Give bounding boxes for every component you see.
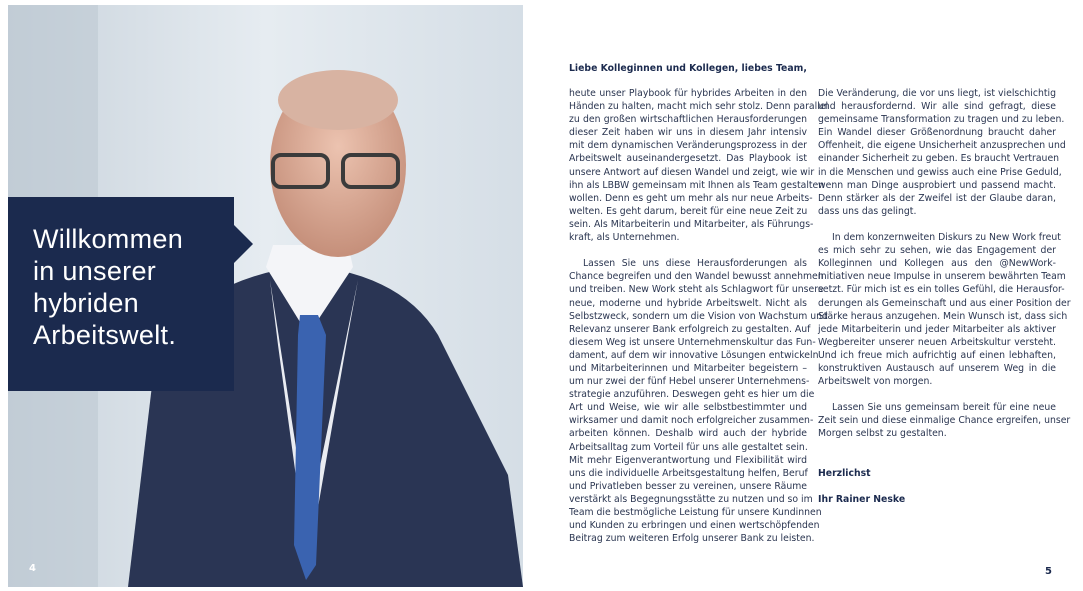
text-line: Relevanz unserer Bank erfolgreich zu gestalten. Auf	[569, 323, 811, 335]
text-line: konstruktiven Austausch auf unserem Weg in die	[818, 362, 1056, 374]
text-line: neue, moderne und hybride Arbeitswelt. Nicht als	[569, 297, 807, 309]
text-line: jede Mitarbeiterin und jeder Mitarbeiter als aktiver	[818, 323, 1056, 335]
paragraph	[569, 87, 829, 244]
text-line: Stärke heraus anzugehen. Mein Wunsch ist, dass sich	[818, 310, 1068, 322]
page-number-left: 4	[29, 563, 36, 574]
letter-column-2	[818, 87, 1071, 519]
text-line: in die Menschen und gewiss auch eine Prise Geduld,	[818, 166, 1062, 178]
text-line: Und ich freue mich aufrichtig auf einen lebhaften,	[818, 349, 1056, 361]
text-line: welten. Es geht darum, bereit für eine neue Zeit zu	[569, 205, 808, 217]
text-line: Team die bestmögliche Leistung für unsere Kundinnen	[569, 507, 822, 518]
letter-signature: Ihr Rainer Neske	[818, 493, 906, 505]
text-line: Die Veränderung, die vor uns liegt, ist vielschichtig	[818, 88, 1056, 99]
text-line: heute unser Playbook für hybrides Arbeiten in den	[569, 88, 807, 99]
text-line: arbeiten können. Deshalb wird auch der hybride	[569, 428, 807, 440]
headline-line: Willkommen	[33, 224, 184, 254]
text-line: Kolleginnen und Kollegen aus den @NewWork-	[818, 258, 1056, 270]
text-line: dament, auf dem wir innovative Lösungen entwickeln	[569, 349, 819, 361]
text-line: Offenheit, die eigene Unsicherheit anzusprechen und	[818, 140, 1066, 152]
text-line: Zeit sein und diese einmalige Chance ergreifen, unser	[818, 415, 1071, 427]
text-line: Mit mehr Eigenverantwortung und Flexibilität wird	[569, 454, 807, 466]
text-line: setzt. Für mich ist es ein tolles Gefühl, die Herausfor-	[818, 284, 1065, 296]
paragraph	[569, 257, 828, 545]
welcome-headline-box	[8, 197, 234, 391]
page-number-right: 5	[1045, 566, 1052, 577]
text-line: strategie anzuführen. Deswegen geht es hier um die	[569, 389, 815, 401]
text-line: derungen als Gemeinschaft und aus einer Position der	[818, 297, 1071, 309]
text-line: dieser Zeit haben wir uns in diesem Jahr intensiv	[569, 127, 807, 139]
text-line: Art und Weise, wie wir alle selbstbestimmter und	[569, 402, 807, 414]
letter-greeting: Liebe Kolleginnen und Kollegen, liebes Team,	[569, 63, 807, 74]
text-line: und herausfordernd. Wir alle sind gefragt, diese	[818, 101, 1056, 113]
text-line: unsere Antwort auf diesen Wandel und zeigt, wie wir	[569, 166, 815, 178]
text-line: sein. Als Mitarbeiterin und Mitarbeiter, als Führungs-	[569, 218, 814, 230]
text-line: Initiativen neue Impulse in unserem bewährten Team	[818, 271, 1066, 283]
text-line: diesem Weg ist unsere Unternehmenskultur das Fun-	[569, 336, 816, 348]
text-line: Arbeitsalltag zum Vorteil für uns alle gestaltet sein.	[569, 441, 808, 453]
headline-line: in unserer	[33, 256, 157, 286]
paragraph	[818, 231, 1071, 388]
text-line: Denn stärker als der Zweifel ist der Glaube daran,	[818, 192, 1056, 204]
text-line: wenn man Dinge ausprobiert und passend macht.	[818, 179, 1056, 191]
text-line: gemeinsame Transformation zu tragen und zu leben.	[818, 114, 1065, 126]
letter-closing: Herzlichst	[818, 467, 871, 479]
text-line: und Privatleben besser zu vereinen, unsere Räume	[569, 480, 807, 492]
text-line: Händen zu halten, macht mich sehr stolz. Denn parallel	[569, 101, 829, 113]
text-line: In dem konzernweiten Diskurs zu New Work freut	[832, 232, 1061, 244]
text-line: Chance begreifen und den Wandel bewusst annehmen	[569, 271, 824, 283]
text-line: verstärkt als Begegnungsstätte zu nutzen und so im	[569, 493, 813, 505]
text-line: zu den großen wirtschaftlichen Herausforderungen	[569, 114, 807, 126]
text-line: Arbeitswelt auseinandergesetzt. Das Playbook ist	[569, 153, 807, 165]
text-line: Ein Wandel dieser Größenordnung braucht daher	[818, 127, 1056, 139]
text-line: einander Sicherheit zu geben. Es braucht Vertrauen	[818, 153, 1060, 165]
text-line: mit dem dynamischen Veränderungsprozess in der	[569, 140, 807, 152]
paragraph	[818, 87, 1066, 218]
text-line: Selbstzweck, sondern um die Vision von Wachstum und	[569, 310, 828, 322]
text-line: Lassen Sie uns diese Herausforderungen als	[583, 258, 807, 270]
paragraph	[818, 401, 1071, 440]
text-line: kraft, als Unternehmen.	[569, 232, 680, 244]
text-line: ihn als LBBW gemeinsam mit Ihnen als Team gestalten	[569, 179, 825, 191]
text-line: Morgen selbst zu gestalten.	[818, 428, 947, 440]
text-line: Lassen Sie uns gemeinsam bereit für eine neue	[832, 402, 1056, 414]
text-line: und treiben. New Work steht als Schlagwort für unsere	[569, 284, 824, 296]
text-line: und Kunden zu erbringen und einen wertschöpfenden	[569, 520, 820, 532]
text-line: Wegbereiter unserer neuen Arbeitskultur versteht.	[818, 336, 1056, 348]
text-line: uns die individuelle Arbeitsgestaltung helfen, Beruf	[569, 467, 808, 479]
headline-line: hybriden	[33, 288, 139, 318]
text-line: wollen. Denn es geht um mehr als nur neue Arbeits-	[569, 192, 813, 204]
text-line: dass uns das gelingt.	[818, 205, 917, 217]
text-line: um nur zwei der fünf Hebel unserer Unternehmens-	[569, 376, 810, 388]
text-line: und Mitarbeiterinnen und Mitarbeiter begeistern –	[569, 362, 807, 374]
headline-line: Arbeitswelt.	[33, 320, 177, 350]
text-line: Arbeitswelt von morgen.	[818, 376, 933, 388]
letter-column-1	[569, 87, 829, 558]
text-line: es mich sehr zu sehen, wie das Engagement der	[818, 245, 1056, 257]
text-line: wirksamer und damit noch erfolgreicher zusammen-	[569, 415, 814, 427]
text-line: Beitrag zum weiteren Erfolg unserer Bank zu leisten.	[569, 533, 815, 545]
